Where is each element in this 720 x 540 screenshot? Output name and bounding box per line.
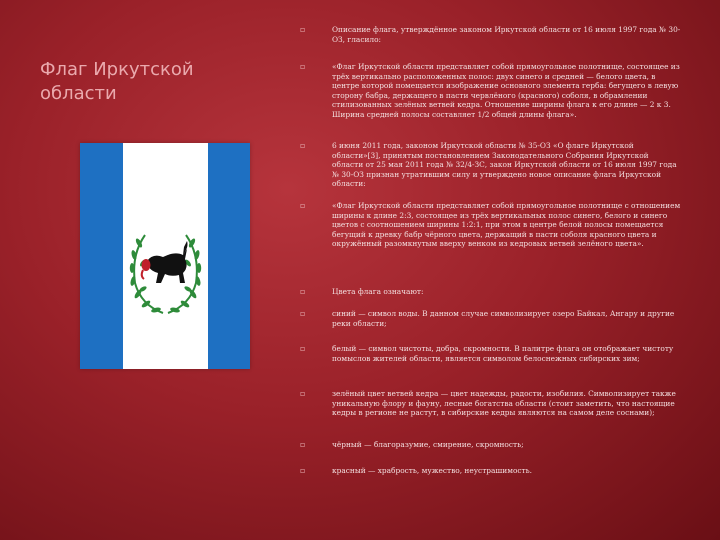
list-item-text: «Флаг Иркутской области представляет собой прямоугольное полотнище с отношением ширины к длине 2:3, состоящее из трёх вертикальных полос синего, белого и синего цветов с соотношением ширины 1:2:1, при этом в центре белой полосы помещается бегущий к древку бабр чёрного цвета, держащий в пасти соболя красного цвета и окружённый разомкнутым вверху венком из кедровых ветвей зелёного цвета».: [332, 201, 681, 249]
square-bullet-icon: ▫: [300, 344, 306, 353]
flag-right-blue-stripe: [208, 143, 251, 369]
square-bullet-icon: ▫: [300, 389, 306, 398]
list-item-text: 6 июня 2011 года, законом Иркутской области № 35-ОЗ «О флаге Иркутской области»[3], принятым постановлением Законодательного Собрания Иркутской области от 25 мая 2011 года № 32/4-ЗС, закон Иркутской области от 16 июля 1997 года № 30-ОЗ признан утратившим силу и утверждено новое описание флага Иркутской области:: [332, 141, 677, 189]
square-bullet-icon: ▫: [300, 25, 306, 34]
list-item-text: синий — символ воды. В данном случае символизирует озеро Байкал, Ангару и другие реки области;: [332, 309, 675, 328]
square-bullet-icon: ▫: [300, 287, 306, 296]
square-bullet-icon: ▫: [300, 466, 306, 475]
square-bullet-icon: ▫: [300, 62, 306, 71]
list-item-text: зелёный цвет ветвей кедра — цвет надежды, радости, изобилия. Символизирует также уникальную флору и фауну, лесные богатства области (стоит заметить, что настоящие кедры в регионе не растут, в сибирские кедры являются на самом деле соснами);: [332, 389, 676, 418]
list-item-text: Цвета флага означают:: [332, 287, 424, 296]
list-item-text: белый — символ чистоты, добра, скромности. В палитре флага он отображает чистоту помыслов жителей области, является символом белоснежных сибирских зим;: [332, 344, 674, 363]
flag-white-stripe: [123, 143, 208, 369]
square-bullet-icon: ▫: [300, 201, 306, 210]
babr-with-sable-icon: [141, 241, 187, 283]
square-bullet-icon: ▫: [300, 440, 306, 449]
list-item-text: красный — храбрость, мужество, неустрашимость.: [332, 466, 533, 475]
list-item-text: чёрный — благоразумие, смирение, скромность;: [332, 440, 524, 449]
flag-emblem: [123, 143, 208, 369]
list-item-text: Описание флага, утверждённое законом Иркутской области от 16 июля 1997 года № 30-ОЗ, гласило:: [332, 25, 681, 44]
flag-left-blue-stripe: [80, 143, 123, 369]
square-bullet-icon: ▫: [300, 309, 306, 318]
slide-title: Флаг Иркутской области: [40, 59, 194, 104]
list-item-text: «Флаг Иркутской области представляет собой прямоугольное полотнище, состоящее из трёх вертикально расположенных полос: двух синего и средней — белого цвета, в центре которой помещается изображение основного элемента герба: бегущего в левую сторону бабра, держащего в пасти червлёного (красного) соболя, в обрамлении стилизованных зелёных ветвей кедра. Отношение ширины флага к его длине — 2 к 3. Ширина средней полосы составляет 1/2 общей длины флага».: [332, 62, 680, 119]
irkutsk-flag-image: [80, 143, 250, 369]
square-bullet-icon: ▫: [300, 141, 306, 150]
